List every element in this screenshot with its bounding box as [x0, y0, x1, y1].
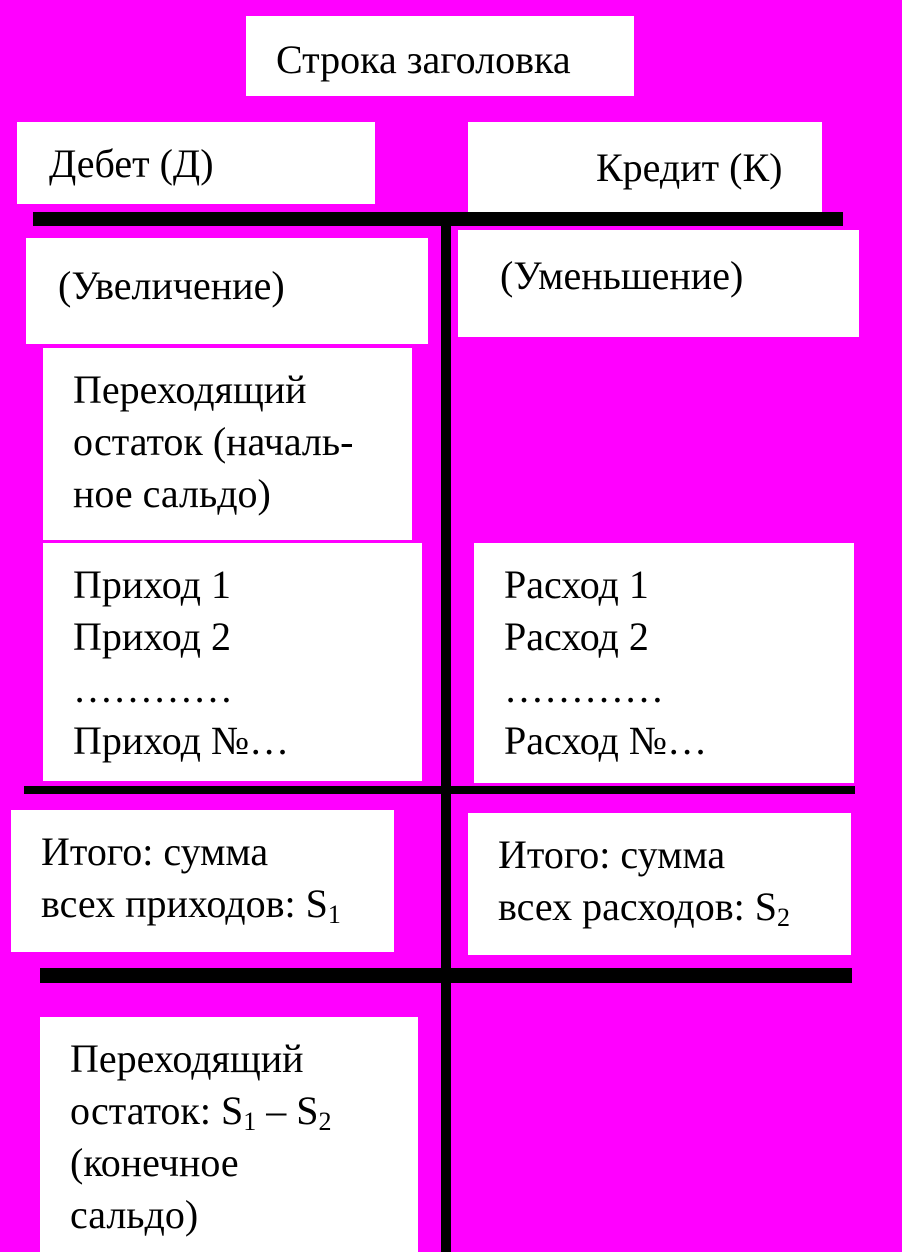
subscript: 2 — [777, 903, 791, 932]
credit-header: Кредит (К) — [596, 145, 783, 190]
bottom-horizontal-line — [40, 968, 852, 983]
vertical-divider-line — [441, 224, 451, 1252]
debit-entry: Приход 1 — [73, 562, 231, 607]
credit-entry: Расход 2 — [504, 614, 649, 659]
credit-entry: ………… — [504, 666, 664, 711]
opening-balance-line: Переходящий — [73, 367, 307, 412]
subscript: 1 — [327, 900, 341, 929]
credit-total-box — [468, 813, 851, 955]
top-horizontal-line — [33, 212, 843, 226]
debit-entry: ………… — [73, 666, 233, 711]
middle-horizontal-line — [24, 786, 855, 794]
debit-entry: Приход №… — [73, 718, 290, 763]
credit-total-line1: Итого: сумма — [498, 832, 726, 877]
debit-header: Дебет (Д) — [49, 141, 214, 186]
title-box — [246, 16, 634, 96]
credit-entry: Расход №… — [504, 718, 708, 763]
credit-header-box — [468, 122, 822, 212]
opening-balance-line: остаток (началь- — [73, 419, 354, 464]
closing-balance-line4: сальдо) — [70, 1192, 199, 1237]
debit-total-line1: Итого: сумма — [41, 829, 269, 874]
opening-balance-box — [43, 348, 412, 540]
diagram-title: Строка заголовка — [276, 37, 571, 82]
debit-direction-box — [26, 238, 428, 344]
closing-balance-line2: остаток: $S_1 - S_2$ — [70, 1088, 332, 1136]
closing-balance-line3: (конечное — [70, 1140, 239, 1185]
debit-header-box — [17, 122, 375, 204]
debit-total-box — [11, 810, 394, 952]
credit-direction-box — [458, 230, 859, 337]
debit-total-line2: всех приходов: $S_1$ — [41, 881, 341, 929]
closing-balance-line1: Переходящий — [70, 1036, 304, 1081]
debit-entry: Приход 2 — [73, 614, 231, 659]
opening-balance-line: ное сальдо) — [73, 471, 271, 516]
subscript: 2 — [318, 1107, 332, 1136]
credit-entries-box — [474, 543, 854, 783]
credit-total-line2: всех расходов: $S_2$ — [498, 884, 791, 932]
credit-entry: Расход 1 — [504, 562, 649, 607]
debit-direction: (Увеличение) — [58, 263, 285, 308]
debit-entries-box — [43, 543, 422, 781]
subscript: 1 — [243, 1107, 257, 1136]
credit-direction: (Уменьшение) — [500, 253, 744, 298]
closing-balance-box — [40, 1017, 418, 1252]
